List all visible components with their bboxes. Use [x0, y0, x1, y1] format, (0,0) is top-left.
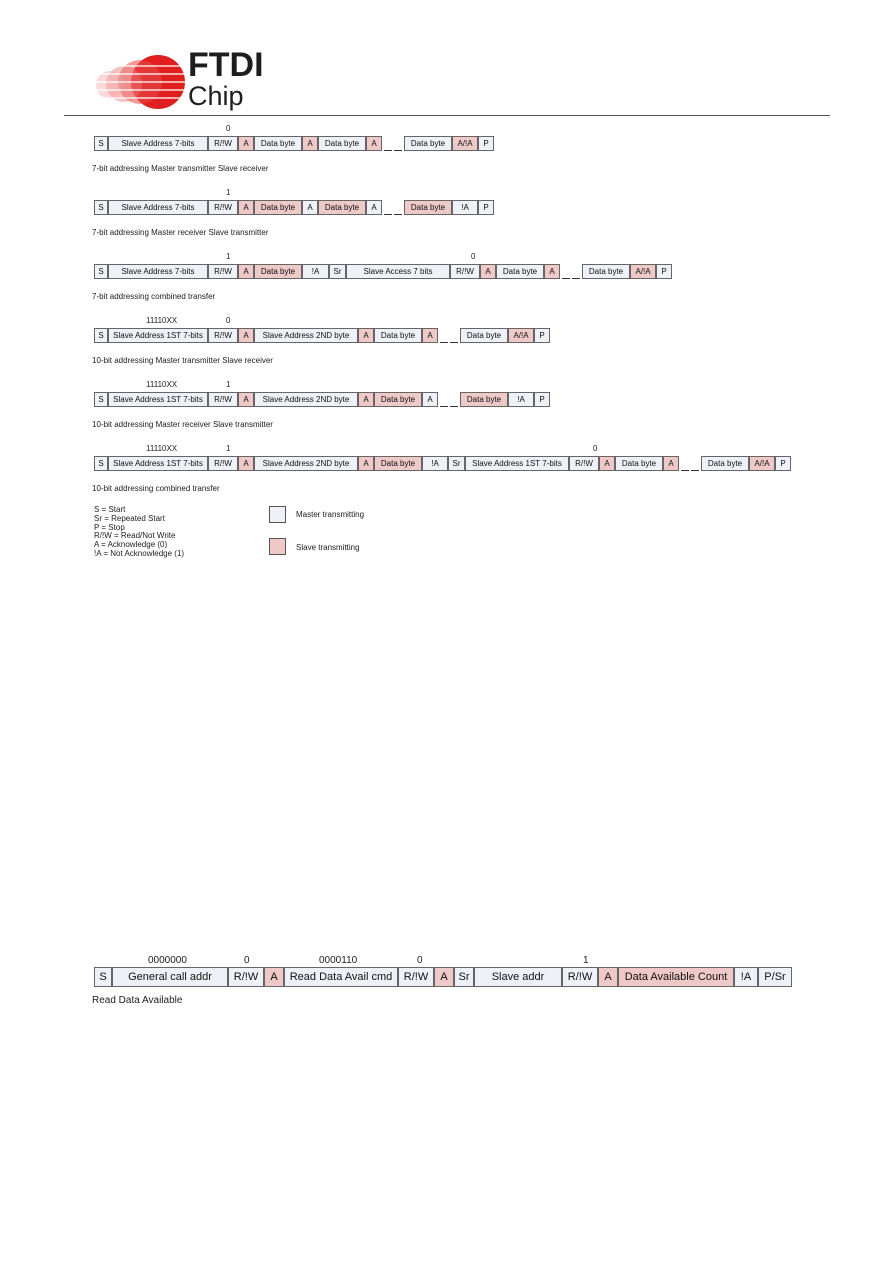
frame-caption: 7-bit addressing combined transfer	[92, 292, 216, 301]
master-field: P	[534, 392, 550, 407]
bit-value-label: 11110XX	[146, 444, 178, 453]
legend-line: S = Start	[94, 505, 126, 514]
master-field: Slave Address 1ST 7-bits	[108, 456, 208, 471]
master-field: Sr	[329, 264, 346, 279]
slave-field: A	[238, 328, 254, 343]
slave-field: A	[264, 967, 284, 987]
master-field: P	[478, 136, 494, 151]
continuation-gap	[440, 406, 448, 407]
master-field: P	[534, 328, 550, 343]
frame-caption: 10-bit addressing Master receiver Slave transmitter	[92, 420, 273, 429]
master-field: R/!W	[208, 200, 238, 215]
master-field: S	[94, 456, 108, 471]
bit-value-label: 0000000	[148, 955, 187, 966]
slave-field: Data byte	[254, 264, 302, 279]
master-field: Slave Access 7 bits	[346, 264, 450, 279]
master-field: !A	[302, 264, 329, 279]
master-field: Data byte	[374, 328, 422, 343]
slave-field: Data byte	[318, 200, 366, 215]
slave-field: A	[358, 328, 374, 343]
master-field: A	[302, 200, 318, 215]
slave-field: A	[480, 264, 496, 279]
master-field: R/!W	[569, 456, 599, 471]
bit-value-label: 0	[226, 124, 231, 133]
master-field: Slave addr	[474, 967, 562, 987]
legend-slave-label: Slave transmitting	[296, 543, 360, 552]
continuation-gap	[384, 214, 392, 215]
master-field: !A	[734, 967, 758, 987]
master-field: Slave Address 1ST 7-bits	[108, 328, 208, 343]
legend-line: !A = Not Acknowledge (1)	[94, 548, 185, 558]
slave-field: A	[238, 456, 254, 471]
frame-caption: 10-bit addressing Master transmitter Slave receiver	[92, 356, 273, 365]
continuation-gap	[691, 470, 699, 471]
master-field: Slave Address 7-bits	[108, 264, 208, 279]
master-field: S	[94, 200, 108, 215]
master-field: R/!W	[208, 328, 238, 343]
master-field: S	[94, 392, 108, 407]
legend-abbreviations	[94, 506, 184, 559]
master-field: S	[94, 967, 112, 987]
slave-field: A	[544, 264, 560, 279]
bit-value-label: 0	[244, 955, 250, 966]
continuation-gap	[394, 214, 402, 215]
slave-field: A	[238, 392, 254, 407]
legend-line: Sr = Repeated Start	[94, 513, 165, 523]
slave-field: A	[598, 967, 618, 987]
master-field: S	[94, 264, 108, 279]
logo-brand-bottom: Chip	[188, 81, 244, 111]
master-field: R/!W	[208, 136, 238, 151]
master-field: R/!W	[562, 967, 598, 987]
master-field: Slave Address 2ND byte	[254, 392, 358, 407]
slave-field: A/!A	[508, 328, 534, 343]
master-field: !A	[452, 200, 478, 215]
legend-line: A = Acknowledge (0)	[94, 540, 168, 550]
master-field: Sr	[454, 967, 474, 987]
master-field: Slave Address 1ST 7-bits	[108, 392, 208, 407]
continuation-gap	[440, 342, 448, 343]
master-field: A	[422, 392, 438, 407]
slave-field: Data byte	[374, 392, 422, 407]
master-field: !A	[422, 456, 448, 471]
master-field: General call addr	[112, 967, 228, 987]
continuation-gap	[450, 342, 458, 343]
master-field: Sr	[448, 456, 465, 471]
slave-field: A/!A	[749, 456, 775, 471]
legend-line: R/!W = Read/Not Write	[94, 531, 176, 541]
bit-value-label: 1	[226, 252, 231, 261]
master-field: Data byte	[615, 456, 663, 471]
bit-value-label: 1	[226, 444, 231, 453]
master-field: Slave Address 1ST 7-bits	[465, 456, 569, 471]
slave-field: A	[663, 456, 679, 471]
bit-value-label: 11110XX	[146, 316, 178, 325]
master-field: R/!W	[450, 264, 480, 279]
master-field: Data byte	[404, 136, 452, 151]
slave-field: A	[434, 967, 454, 987]
master-field: Data byte	[701, 456, 749, 471]
master-field: S	[94, 328, 108, 343]
frame-caption: 10-bit addressing combined transfer	[92, 484, 220, 493]
master-field: Data byte	[496, 264, 544, 279]
master-field: Data byte	[460, 328, 508, 343]
master-field: R/!W	[208, 456, 238, 471]
slave-field: Data byte	[254, 200, 302, 215]
slave-field: A	[366, 136, 382, 151]
slave-field: A	[238, 264, 254, 279]
slave-field: A	[302, 136, 318, 151]
slave-field: A/!A	[630, 264, 656, 279]
slave-field: Data byte	[374, 456, 422, 471]
header-divider	[64, 115, 830, 116]
master-field: P	[478, 200, 494, 215]
continuation-gap	[562, 278, 570, 279]
slave-field: A	[238, 200, 254, 215]
master-field: Read Data Avail cmd	[284, 967, 398, 987]
continuation-gap	[681, 470, 689, 471]
master-field: R/!W	[208, 392, 238, 407]
slave-field: Data byte	[460, 392, 508, 407]
frame-caption: Read Data Available	[92, 995, 183, 1006]
master-field: Data byte	[318, 136, 366, 151]
master-field: Slave Address 2ND byte	[254, 328, 358, 343]
bit-value-label: 0000110	[319, 955, 358, 966]
slave-field: A	[599, 456, 615, 471]
master-field: S	[94, 136, 108, 151]
bit-value-label: 1	[226, 188, 231, 197]
slave-field: Data byte	[404, 200, 452, 215]
slave-field: A	[358, 392, 374, 407]
bit-value-label: 11110XX	[146, 380, 178, 389]
bit-value-label: 1	[226, 380, 231, 389]
bit-value-label: 1	[583, 955, 589, 966]
slave-field: A/!A	[452, 136, 478, 151]
slave-field: A	[422, 328, 438, 343]
master-field: Data byte	[254, 136, 302, 151]
page-header	[0, 0, 892, 120]
bit-value-label: 0	[593, 444, 598, 453]
master-field: Slave Address 7-bits	[108, 136, 208, 151]
master-field: Slave Address 2ND byte	[254, 456, 358, 471]
bit-value-label: 0	[226, 316, 231, 325]
legend-master-label: Master transmitting	[296, 510, 365, 519]
continuation-gap	[450, 406, 458, 407]
legend-slave-swatch	[269, 538, 286, 555]
bit-value-label: 0	[417, 955, 423, 966]
master-field: Slave Address 7-bits	[108, 200, 208, 215]
master-field: R/!W	[228, 967, 264, 987]
master-field: P	[656, 264, 672, 279]
continuation-gap	[572, 278, 580, 279]
master-field: P	[775, 456, 791, 471]
ftdi-logo-icon	[92, 52, 188, 112]
frame-caption: 7-bit addressing Master receiver Slave transmitter	[92, 228, 269, 237]
master-field: A	[366, 200, 382, 215]
slave-field: A	[358, 456, 374, 471]
bit-value-label: 0	[471, 252, 476, 261]
master-field: Data byte	[582, 264, 630, 279]
master-field: R/!W	[208, 264, 238, 279]
master-field: !A	[508, 392, 534, 407]
legend-line: P = Stop	[94, 522, 125, 532]
continuation-gap	[394, 150, 402, 151]
frame-caption: 7-bit addressing Master transmitter Slave receiver	[92, 164, 269, 173]
continuation-gap	[384, 150, 392, 151]
master-field: R/!W	[398, 967, 434, 987]
slave-field: A	[238, 136, 254, 151]
slave-field: Data Available Count	[618, 967, 734, 987]
master-field: P/Sr	[758, 967, 792, 987]
logo-brand-top: FTDI	[188, 46, 264, 84]
legend-master-swatch	[269, 506, 286, 523]
